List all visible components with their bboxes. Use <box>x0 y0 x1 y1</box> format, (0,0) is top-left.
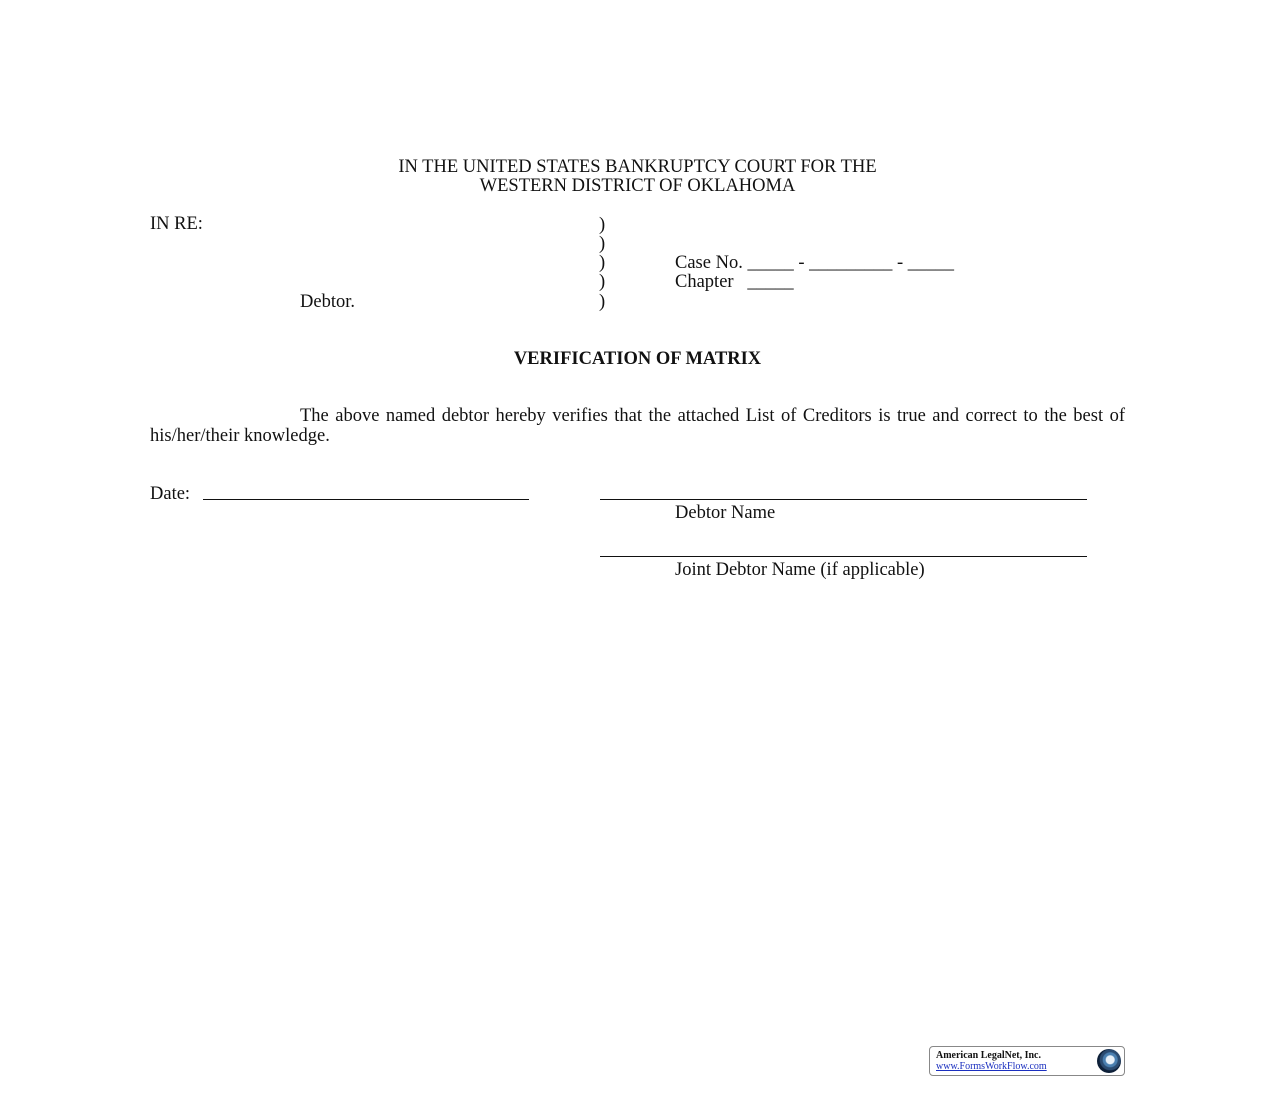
joint-debtor-signature-line[interactable] <box>600 556 1087 557</box>
chapter-field[interactable]: Chapter _____ <box>675 272 794 292</box>
globe-logo-icon <box>1097 1049 1121 1073</box>
caption-paren: ) <box>599 292 606 312</box>
document-title: VERIFICATION OF MATRIX <box>513 349 762 369</box>
caption-paren: ) <box>599 234 606 254</box>
date-signature-line[interactable] <box>203 499 529 500</box>
in-re-label: IN RE: <box>150 214 203 234</box>
case-number-field[interactable]: Case No. _____ - _________ - _____ <box>675 253 955 273</box>
caption-paren: ) <box>599 215 606 235</box>
court-heading-line-2: WESTERN DISTRICT OF OKLAHOMA <box>479 176 796 196</box>
joint-debtor-name-label: Joint Debtor Name (if applicable) <box>675 560 925 580</box>
caption-paren: ) <box>599 253 606 273</box>
debtor-label: Debtor. <box>300 292 355 312</box>
company-url-link[interactable]: www.FormsWorkFlow.com <box>936 1061 1047 1072</box>
legalnet-badge <box>929 1046 1125 1076</box>
court-heading-line-1: IN THE UNITED STATES BANKRUPTCY COURT FOR THE <box>398 157 877 177</box>
paragraph-text: The above named debtor hereby verifies that the attached List of Creditors is true and correct to the best of his/her/their knowledge. <box>150 406 1125 446</box>
verification-paragraph <box>150 406 1125 446</box>
debtor-signature-line[interactable] <box>600 499 1087 500</box>
company-name: American LegalNet, Inc. <box>936 1050 1041 1061</box>
date-label: Date: <box>150 484 191 504</box>
caption-paren: ) <box>599 272 606 292</box>
debtor-name-label: Debtor Name <box>675 503 776 523</box>
